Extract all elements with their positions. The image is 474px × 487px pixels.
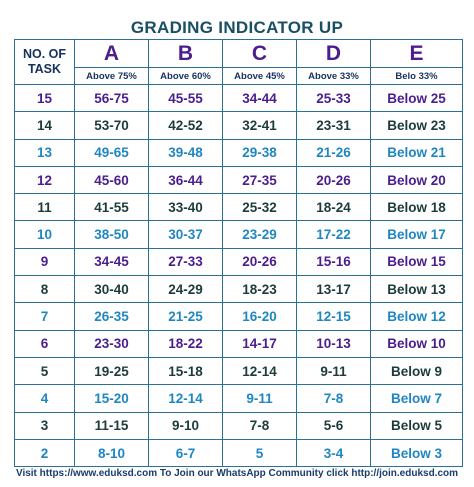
grade-e-header: E [371, 40, 463, 68]
task-count-cell: 12 [15, 166, 75, 193]
grade-b-cell: 21-25 [149, 303, 223, 330]
task-count-cell: 4 [15, 385, 75, 412]
table-row [15, 439, 463, 466]
grade-c-cell: 7-8 [223, 412, 297, 439]
grade-d-cell: 9-11 [297, 357, 371, 384]
grade-b-cell: 39-48 [149, 139, 223, 166]
grade-d-cell: 25-33 [297, 85, 371, 112]
grade-c-cell: 16-20 [223, 303, 297, 330]
grade-a-cell: 45-60 [75, 166, 149, 193]
grade-b-cell: 12-14 [149, 385, 223, 412]
grade-d-range: Above 33% [297, 68, 371, 85]
task-count-cell: 11 [15, 194, 75, 221]
footer-text: Visit https://www.eduksd.com To Join our WhatsApp Community click http://join.eduksd.com [15, 468, 459, 479]
table-row [15, 330, 463, 357]
grade-c-cell: 32-41 [223, 112, 297, 139]
table-row [15, 221, 463, 248]
task-count-cell: 6 [15, 330, 75, 357]
grade-b-range: Above 60% [149, 68, 223, 85]
grade-d-cell: 21-26 [297, 139, 371, 166]
grade-c-cell: 23-29 [223, 221, 297, 248]
grade-a-cell: 26-35 [75, 303, 149, 330]
table-row [15, 248, 463, 275]
grade-b-cell: 6-7 [149, 439, 223, 466]
grade-b-cell: 24-29 [149, 276, 223, 303]
table-row [15, 303, 463, 330]
grade-d-cell: 7-8 [297, 385, 371, 412]
grade-e-cell: Below 17 [371, 221, 463, 248]
grading-table [14, 39, 463, 467]
grade-d-cell: 12-15 [297, 303, 371, 330]
table-row [15, 139, 463, 166]
grade-e-cell: Below 18 [371, 194, 463, 221]
grade-d-cell: 13-17 [297, 276, 371, 303]
grade-a-cell: 23-30 [75, 330, 149, 357]
grade-e-cell: Below 7 [371, 385, 463, 412]
table-row [15, 276, 463, 303]
grade-b-cell: 9-10 [149, 412, 223, 439]
grade-c-cell: 29-38 [223, 139, 297, 166]
grade-d-cell: 17-22 [297, 221, 371, 248]
grade-d-header: D [297, 40, 371, 68]
grade-b-cell: 15-18 [149, 357, 223, 384]
grade-d-cell: 18-24 [297, 194, 371, 221]
grade-a-cell: 30-40 [75, 276, 149, 303]
grade-d-cell: 10-13 [297, 330, 371, 357]
grade-d-cell: 23-31 [297, 112, 371, 139]
grade-a-cell: 19-25 [75, 357, 149, 384]
grade-e-range: Belo 33% [371, 68, 463, 85]
grade-c-cell: 9-11 [223, 385, 297, 412]
grade-e-cell: Below 21 [371, 139, 463, 166]
task-count-cell: 13 [15, 139, 75, 166]
table-row [15, 385, 463, 412]
grade-c-cell: 20-26 [223, 248, 297, 275]
grade-b-cell: 33-40 [149, 194, 223, 221]
task-count-cell: 2 [15, 439, 75, 466]
grade-b-cell: 18-22 [149, 330, 223, 357]
header-row [15, 40, 463, 68]
grade-c-header: C [223, 40, 297, 68]
grade-e-cell: Below 13 [371, 276, 463, 303]
grade-c-cell: 5 [223, 439, 297, 466]
table-row [15, 194, 463, 221]
grade-b-cell: 45-55 [149, 85, 223, 112]
grade-a-range: Above 75% [75, 68, 149, 85]
grade-c-cell: 12-14 [223, 357, 297, 384]
grade-c-cell: 34-44 [223, 85, 297, 112]
grade-d-cell: 5-6 [297, 412, 371, 439]
table-row [15, 166, 463, 193]
page-title: GRADING INDICATOR UP [130, 18, 344, 37]
grade-e-cell: Below 12 [371, 303, 463, 330]
task-count-cell: 9 [15, 248, 75, 275]
grade-b-header: B [149, 40, 223, 68]
grade-e-cell: Below 5 [371, 412, 463, 439]
grade-d-cell: 3-4 [297, 439, 371, 466]
table-row [15, 112, 463, 139]
task-column-header: NO. OF TASK [15, 40, 75, 85]
grade-b-cell: 27-33 [149, 248, 223, 275]
grade-a-cell: 41-55 [75, 194, 149, 221]
table-row [15, 357, 463, 384]
task-count-cell: 8 [15, 276, 75, 303]
grade-b-cell: 36-44 [149, 166, 223, 193]
grade-a-cell: 34-45 [75, 248, 149, 275]
grade-a-cell: 8-10 [75, 439, 149, 466]
grade-d-cell: 20-26 [297, 166, 371, 193]
grade-a-header: A [75, 40, 149, 68]
grade-c-range: Above 45% [223, 68, 297, 85]
grade-e-cell: Below 9 [371, 357, 463, 384]
grade-c-cell: 18-23 [223, 276, 297, 303]
grade-e-cell: Below 20 [371, 166, 463, 193]
grade-e-cell: Below 15 [371, 248, 463, 275]
grade-b-cell: 30-37 [149, 221, 223, 248]
grade-e-cell: Below 10 [371, 330, 463, 357]
grade-c-cell: 14-17 [223, 330, 297, 357]
grade-c-cell: 27-35 [223, 166, 297, 193]
grade-e-cell: Below 3 [371, 439, 463, 466]
grade-a-cell: 53-70 [75, 112, 149, 139]
task-count-cell: 3 [15, 412, 75, 439]
header-subrow [15, 68, 463, 85]
table-row [15, 85, 463, 112]
table-row [15, 412, 463, 439]
grade-d-cell: 15-16 [297, 248, 371, 275]
grade-c-cell: 25-32 [223, 194, 297, 221]
task-count-cell: 7 [15, 303, 75, 330]
task-count-cell: 5 [15, 357, 75, 384]
grade-e-cell: Below 25 [371, 85, 463, 112]
grade-a-cell: 38-50 [75, 221, 149, 248]
grade-b-cell: 42-52 [149, 112, 223, 139]
task-count-cell: 15 [15, 85, 75, 112]
grade-a-cell: 11-15 [75, 412, 149, 439]
grade-e-cell: Below 23 [371, 112, 463, 139]
grade-a-cell: 49-65 [75, 139, 149, 166]
task-count-cell: 14 [15, 112, 75, 139]
grade-a-cell: 15-20 [75, 385, 149, 412]
task-count-cell: 10 [15, 221, 75, 248]
grade-a-cell: 56-75 [75, 85, 149, 112]
